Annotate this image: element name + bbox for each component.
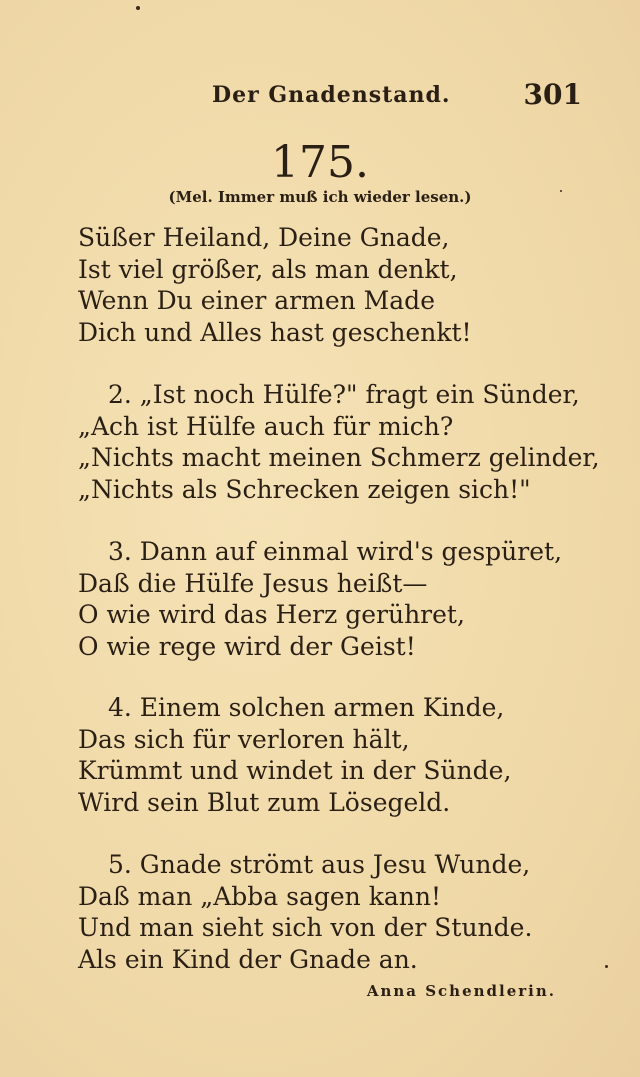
verse-line: Süßer Heiland, Deine Gnade, [78,223,450,252]
verse-line: Wenn Du einer armen Made [78,286,435,316]
verse-line: „Nichts als Schrecken zeigen sich!" [78,474,531,504]
verse-line: Dich und Alles hast geschenkt! [78,317,472,347]
verse-line: Wird sein Blut zum Lösegeld. [78,787,451,817]
verse-line: 3. Dann auf einmal wird's gespüret, [108,537,563,566]
stanza-4 [0,692,640,818]
ink-speck [136,6,140,10]
author-attribution: Anna Schendlerin. [366,982,556,1000]
verse-line: 5. Gnade strömt aus Jesu Wunde, [108,850,531,879]
stanza-3 [0,536,640,662]
hymn-number: 175. [271,137,369,188]
verse-line: Ist viel größer, als man denkt, [78,254,458,284]
verse-line: 2. „Ist noch Hülfe?" fragt ein Sünder, [108,380,580,409]
verse-line: 4. Einem solchen armen Kinde, [108,693,505,722]
verse-line: Und man sieht sich von der Stunde. [78,913,533,943]
stanza-2 [0,379,640,505]
verse-line: O wie wird das Herz gerühret, [78,600,465,630]
melody-note: (Mel. Immer muß ich wieder lesen.) [168,188,472,206]
verse-line: O wie rege wird der Geist! [78,631,416,661]
verse-line: Als ein Kind der Gnade an. [78,944,418,974]
verse-line: „Nichts macht meinen Schmerz gelinder, [78,443,600,473]
stanza-1 [0,222,640,348]
verse-line: Daß man „Abba sagen kann! [78,881,442,911]
verse-line: Daß die Hülfe Jesus heißt— [78,568,428,598]
page-header [0,78,640,118]
stanza-5 [0,849,640,975]
running-head: Der Gnadenstand. [212,82,451,108]
verse-line: Krümmt und windet in der Sünde, [78,756,512,786]
verse-line: „Ach ist Hülfe auch für mich? [78,411,454,441]
verse-line: Das sich für verloren hält, [78,724,410,754]
page-number: 301 [523,78,582,111]
